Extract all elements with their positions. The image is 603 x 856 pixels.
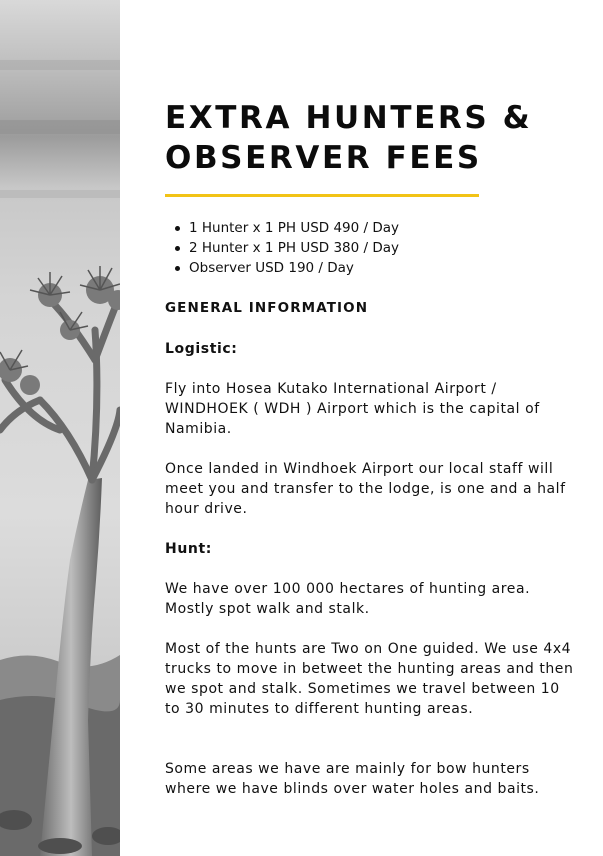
hunt-paragraph-1: We have over 100 000 hectares of hunting area. Mostly spot walk and stalk.: [165, 581, 531, 617]
list-item: 1 Hunter x 1 PH USD 490 / Day: [189, 220, 400, 236]
logistic-paragraph-1: Fly into Hosea Kutako International Airport / WINDHOEK ( WDH ) Airport which is the capital of Namibia.: [165, 381, 540, 437]
title-underline: [165, 194, 479, 197]
logistic-heading: Logistic:: [165, 341, 238, 357]
hunt-paragraph-2: Most of the hunts are Two on One guided. We use 4x4 trucks to move in betweet the hunting areas and then we spot and stalk. Sometimes we travel between 10 to 30 minutes to different hunting areas.: [165, 641, 574, 717]
quiver-tree-photo: [0, 0, 120, 856]
fees-list: [165, 218, 399, 278]
page-title: EXTRA HUNTERS & OBSERVER FEES: [165, 100, 533, 176]
list-item: Observer USD 190 / Day: [189, 258, 399, 278]
hunt-heading: Hunt:: [165, 541, 212, 557]
list-item: 2 Hunter x 1 PH USD 380 / Day: [189, 240, 400, 256]
logistic-paragraph-2: Once landed in Windhoek Airport our local staff will meet you and transfer to the lodge, is one and a half hour drive.: [165, 461, 566, 517]
hunt-paragraph-3: Some areas we have are mainly for bow hunters where we have blinds over water holes and baits.: [165, 761, 540, 797]
general-information-heading: GENERAL INFORMATION: [165, 300, 369, 316]
